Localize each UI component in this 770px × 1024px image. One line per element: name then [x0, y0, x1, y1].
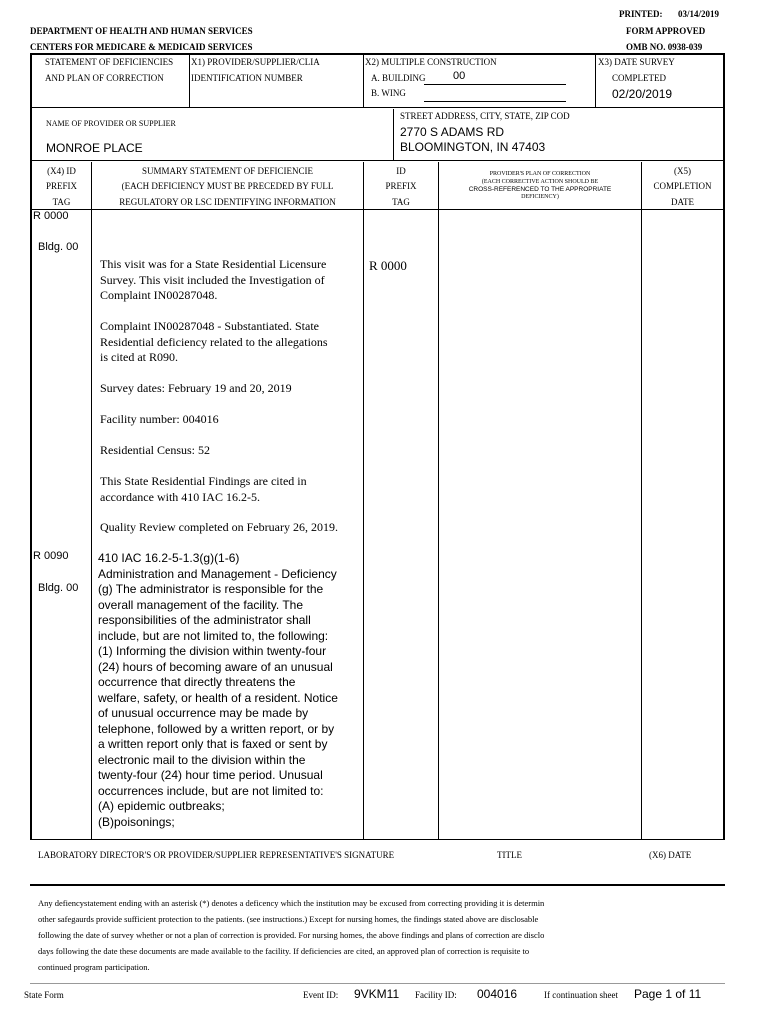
summary-label-2: (EACH DEFICIENCY MUST BE PRECEDED BY FULL — [121, 181, 334, 191]
r090-line: responsibilities of the administrator shall — [98, 613, 311, 627]
r090-line: of unusual occurrence may be made by — [98, 706, 309, 720]
continuation-label: If continuation sheet — [544, 990, 618, 1000]
address-label: STREET ADDRESS, CITY, STATE, ZIP COD — [400, 111, 570, 121]
plan-label-2: (EACH CORRECTIVE ACTION SHOULD BE — [481, 179, 599, 185]
bldg-label-2: Bldg. 00 — [38, 582, 79, 594]
id-tag-r0000: R 0000 — [369, 258, 407, 273]
paragraph-visit: This visit was for a State Residential Licensure Survey. This visit included the Investigation of Complaint IN00287048. — [100, 257, 327, 302]
event-id-label: Event ID: — [303, 990, 339, 1000]
disclaimer-line: continued program participation. — [38, 962, 150, 972]
title-label: TITLE — [497, 850, 522, 860]
x2-label: X2) MULTIPLE CONSTRUCTION — [365, 57, 497, 67]
id-label-2: PREFIX — [385, 181, 417, 191]
building-value: 00 — [453, 70, 466, 82]
printed-date: 03/14/2019 — [678, 9, 720, 19]
r090-line: telephone, followed by a written report, or by — [98, 721, 335, 736]
disclaimer-line: Any defiencystatement ending with an asterisk (*) denotes a deficency which the institution may be excused from correcting providing it is determin — [38, 898, 545, 908]
facility-id-value: 004016 — [477, 987, 518, 1001]
building-label: A. BUILDING — [371, 73, 426, 83]
paragraph-complaint: Complaint IN00287048 - Substantiated. State Residential deficiency related to the allegations is cited at R090. — [100, 319, 328, 364]
form-approved: FORM APPROVED — [626, 26, 706, 36]
paragraph-facility-number: Facility number: 004016 — [100, 412, 219, 426]
divider-summary — [363, 162, 364, 840]
signature-label: LABORATORY DIRECTOR'S OR PROVIDER/SUPPLIER REPRESENTATIVE'S SIGNATURE — [38, 850, 395, 860]
cms-title: CENTERS FOR MEDICARE & MEDICAID SERVICES — [30, 42, 253, 52]
building-underline — [424, 84, 566, 85]
paragraph-census: Residential Census: 52 — [100, 443, 210, 457]
address-line2: BLOOMINGTON, IN 47403 — [400, 140, 546, 154]
provider-label: NAME OF PROVIDER OR SUPPLIER — [46, 119, 176, 128]
paragraph-findings: This State Residential Findings are cited in accordance with 410 IAC 16.2-5. — [100, 474, 307, 504]
plan-label-4: DEFICIENCY) — [521, 194, 559, 200]
prefix-tag-r0090: R 0090 — [33, 550, 69, 562]
r090-line: occurrences include, but are not limited to: — [98, 783, 324, 798]
disclaimer — [38, 895, 544, 975]
statement-label-1: STATEMENT OF DEFICIENCIES — [45, 57, 174, 67]
address-line1: 2770 S ADAMS RD — [400, 125, 505, 139]
r090-line: occurrence that directly threatens the — [98, 675, 296, 689]
provider-name: MONROE PLACE — [46, 141, 143, 155]
statement-label-2: AND PLAN OF CORRECTION — [45, 73, 164, 83]
r090-line: 410 IAC 16.2-5-1.3(g)(1-6) — [98, 551, 240, 565]
x1-label-2: IDENTIFICATION NUMBER — [191, 73, 303, 83]
x4-label-2: PREFIX — [45, 181, 77, 191]
disclaimer-line: days following the date these documents are made available to the facility. If deficiencies are cited, an approved plan of correction is requisite to — [38, 946, 530, 956]
wing-underline — [424, 101, 566, 102]
r090-line: (1) Informing the division within twenty-four — [98, 644, 327, 658]
x4-label-3: TAG — [52, 197, 71, 207]
divider-id — [438, 162, 439, 840]
summary-label-3: REGULATORY OR LSC IDENTIFYING INFORMATION — [119, 197, 336, 207]
disclaimer-line: following the date of survey whether or not a plan of correction is provided. For nursing homes, the above findings and plans of correction are disclo — [38, 930, 545, 940]
r090-line: (A) epidemic outbreaks; — [98, 799, 225, 813]
printed-label: PRINTED: — [619, 9, 663, 19]
r090-line: a written report only that is faxed or sent by — [98, 737, 328, 751]
r090-line: (B)poisonings; — [98, 814, 175, 829]
bldg-label-1: Bldg. 00 — [38, 241, 79, 253]
r090-line: electronic mail to the division within the — [98, 752, 306, 767]
x5-label-1: (X5) — [674, 166, 691, 176]
x6-date-label: (X6) DATE — [649, 850, 692, 860]
x1-label-1: X1) PROVIDER/SUPPLIER/CLIA — [191, 57, 320, 67]
r090-line: twenty-four (24) hour time period. Unusual — [98, 768, 323, 782]
id-label-3: TAG — [392, 197, 410, 207]
x5-label-2: COMPLETION — [653, 181, 712, 191]
omb-number: OMB NO. 0938-039 — [626, 42, 703, 52]
page-number: Page 1 of 11 — [634, 987, 702, 1001]
survey-date: 02/20/2019 — [612, 87, 673, 101]
r090-text — [98, 551, 338, 830]
department-title: DEPARTMENT OF HEALTH AND HUMAN SERVICES — [30, 26, 253, 36]
x5-label-3: DATE — [671, 197, 694, 207]
paragraph-survey-dates: Survey dates: February 19 and 20, 2019 — [100, 381, 292, 395]
paragraph-quality-review: Quality Review completed on February 26, 2019. — [100, 520, 338, 534]
x4-label-1: (X4) ID — [47, 166, 76, 176]
disclaimer-line: other safegaurds provide sufficient protection to the patients. (see instructions.) Except for nursing homes, the findings stated above are disclosable — [38, 914, 539, 924]
id-label-1: ID — [396, 166, 406, 176]
r090-line: include, but are not limited to, the following: — [98, 628, 329, 643]
x3-completed: COMPLETED — [612, 73, 666, 83]
signature-underline — [30, 884, 725, 886]
plan-label-1: PROVIDER'S PLAN OF CORRECTION — [489, 171, 591, 177]
state-form-label: State Form — [24, 990, 64, 1000]
r090-line: Administration and Management - Deficiency — [98, 566, 337, 581]
plan-label-3: CROSS-REFERENCED TO THE APPROPRIATE — [468, 186, 612, 193]
r090-line: welfare, safety, or health of a resident. Notice — [98, 690, 338, 705]
r090-line: overall management of the facility. The — [98, 597, 303, 612]
divider-x4 — [91, 162, 92, 840]
summary-label-1: SUMMARY STATEMENT OF DEFICIENCIE — [141, 166, 314, 176]
r090-line: (24) hours of becoming aware of an unusual — [98, 659, 333, 674]
event-id-value: 9VKM11 — [354, 987, 400, 1001]
r090-line: (g) The administrator is responsible for the — [98, 582, 324, 596]
divider-plan — [641, 162, 642, 840]
prefix-tag-r0000: R 0000 — [33, 210, 69, 222]
wing-label: B. WING — [371, 88, 406, 98]
facility-id-label: Facility ID: — [415, 990, 457, 1000]
x3-label: X3) DATE SURVEY — [598, 57, 675, 67]
